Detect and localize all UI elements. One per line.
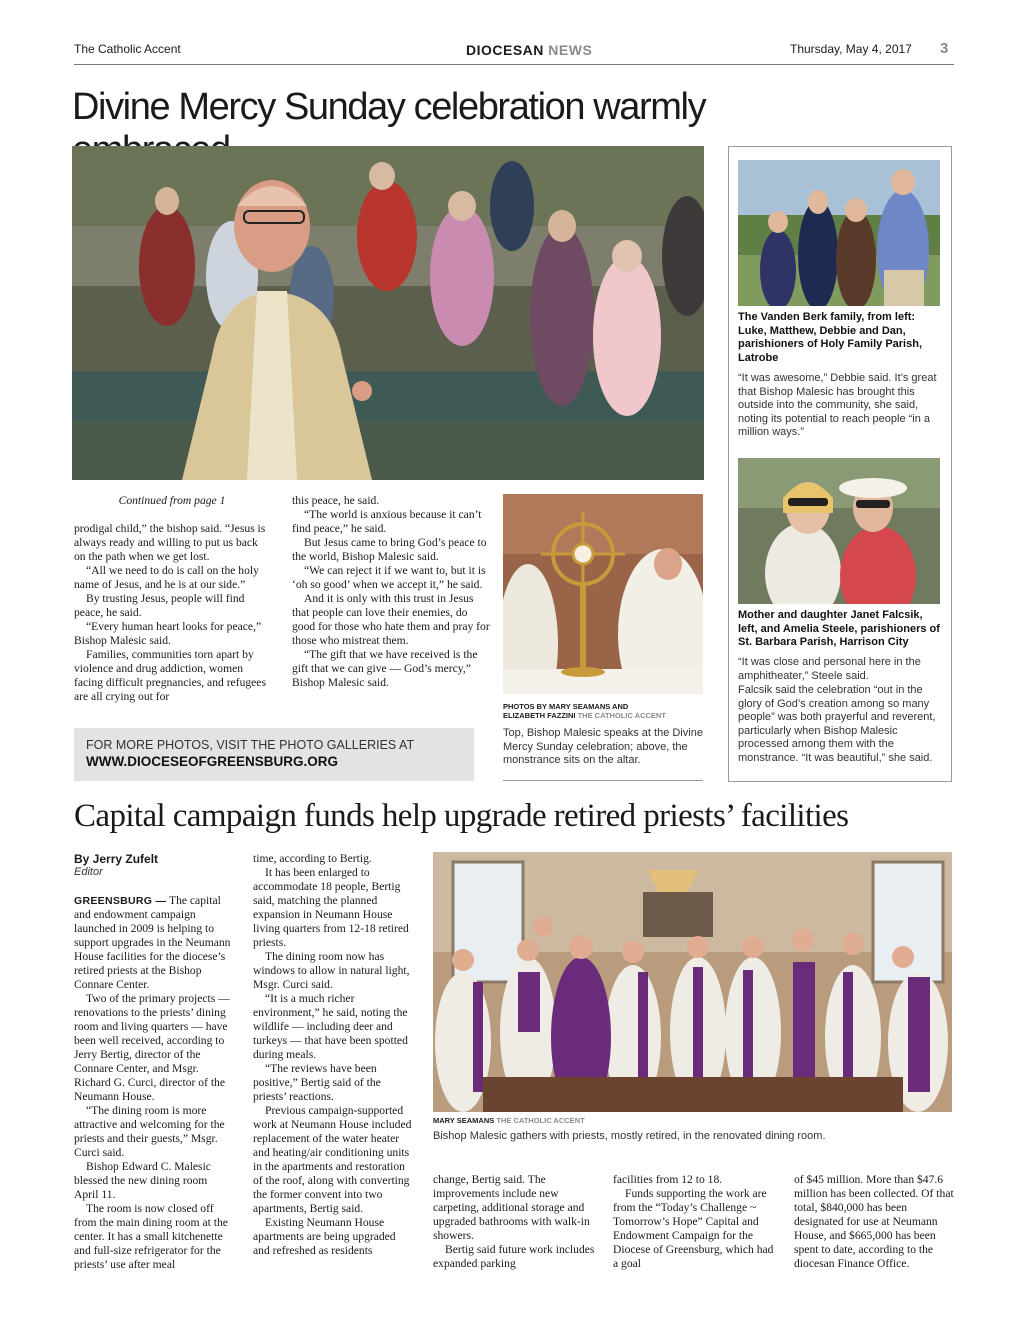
photo-credit-name: MARY SEAMANS: [433, 1116, 495, 1125]
paragraph: It has been enlarged to accommodate 18 people, Bertig said, matching the planned expansion in Neumann House living quarters from 12-18 retired priests.: [253, 866, 409, 949]
continued-from-note: Continued from page 1: [118, 494, 226, 507]
paragraph: By trusting Jesus, people will find peace, he said.: [74, 592, 245, 619]
photo-credit-line: PHOTOS BY MARY SEAMANS AND: [503, 702, 629, 711]
photo-caption: Bishop Malesic gathers with priests, mostly retired, in the renovated dining room.: [433, 1130, 826, 1142]
photo-gallery-promo: [74, 728, 474, 781]
paragraph: this peace, he said.: [292, 494, 380, 507]
page-number: 3: [940, 40, 949, 57]
mother-daughter-photo: [738, 458, 940, 604]
publication-name: The Catholic Accent: [74, 42, 181, 56]
story2-column-1: [74, 894, 232, 1272]
paragraph: “The gift that we have received is the gift that we can give — God’s mercy,” Bishop Malesic said.: [292, 648, 478, 689]
sidebar-caption-2-quote: “It was close and personal here in the amphitheater,” Steele said.: [738, 656, 921, 682]
paragraph: The dining room now has windows to allow in natural light, Msgr. Curci said.: [253, 950, 410, 991]
paragraph: The room is now closed off from the main dining room at the center. It has a small kitchenette and full-size refrigerator for the priests’ use after meal: [74, 1202, 228, 1271]
paragraph: “The world is anxious because it can’t find peace,” he said.: [292, 508, 482, 535]
photo-caption: Top, Bishop Malesic speaks at the Divine Mercy Sunday celebration; above, the monstrance sits on the altar.: [503, 727, 703, 766]
paragraph: “All we need to do is call on the holy name of Jesus, and he is at our side.”: [74, 564, 259, 591]
paragraph: Bishop Edward C. Malesic blessed the new dining room April 11.: [74, 1160, 211, 1201]
story2-column-2: [253, 852, 415, 1258]
bishop-main-photo: [72, 146, 704, 480]
paragraph: time, according to Bertig.: [253, 852, 372, 865]
paragraph: Two of the primary projects — renovations to the priests’ dining room and living quarters — have been well received, according to Jerry Bertig, director of the Connare Center, and Msgr. Richard G. Curci, director of the Neumann House.: [74, 992, 230, 1103]
caption-rule: [503, 780, 703, 781]
story2-column-3: [433, 1173, 595, 1271]
sidebar-caption-2-bold: Mother and daughter Janet Falcsik, left, and Amelia Steele, parishioners of St. Barbara Parish, Harrison City: [738, 609, 940, 648]
paragraph: change, Bertig said. The improvements include new carpeting, additional storage and upgraded bathrooms with walk-in showers.: [433, 1173, 590, 1242]
vanden-berk-family-photo: [738, 160, 940, 306]
paragraph: facilities from 12 to 18.: [613, 1173, 723, 1186]
byline: By Jerry Zufelt: [74, 852, 159, 866]
paragraph: “The reviews have been positive,” Bertig said of the priests’ reactions.: [253, 1062, 381, 1103]
promo-text: FOR MORE PHOTOS, VISIT THE PHOTO GALLERIES AT: [86, 738, 415, 752]
story1-column-1: [74, 494, 270, 704]
story1-headline: Divine Mercy Sunday celebration warmly: [72, 86, 706, 128]
paragraph: prodigal child,” the bishop said. “Jesus is always ready and willing to put us back on the path when we get lost.: [74, 522, 266, 563]
paragraph: “Every human heart looks for peace,” Bishop Malesic said.: [74, 620, 262, 647]
paragraph: Previous campaign-supported work at Neumann House included replacement of the water heater and heating/air conditioning units in the apartments and restoration of the roof, along with converting the former convent into two apartments, Bertig said.: [253, 1104, 412, 1215]
promo-url-link[interactable]: WWW.DIOCESEOFGREENSBURG.ORG: [86, 754, 339, 769]
photo-credit-outlet: THE CATHOLIC ACCENT: [496, 1116, 585, 1125]
photo-credit: [433, 1116, 853, 1125]
sidebar-caption-2-text: Falcsik said the celebration “out in the glory of God’s creation among so many people” was both prayerful and reverent, particularly when Bishop Malesic processed among them with the monstrance. “It was beautiful,” she said.: [738, 684, 936, 764]
sidebar-caption-1-bold: The Vanden Berk family, from left: Luke, Matthew, Debbie and Dan, parishioners of Holy Family Parish, Latrobe: [738, 311, 922, 364]
photo-credit: [503, 702, 703, 720]
monstrance-photo: [503, 494, 703, 694]
paragraph-text: The capital and endowment campaign launched in 2009 is helping to support upgrades in the Neumann House facilities for the diocese’s retired priests at the Bishop Connare Center.: [74, 894, 231, 991]
paragraph: Funds supporting the work are from the “Today’s Challenge ~ Tomorrow’s Hope” Capital and Endowment Campaign for the Diocese of Greensburg, which had a goal: [613, 1187, 774, 1270]
header-rule: [74, 64, 954, 65]
byline-role: Editor: [74, 866, 103, 878]
priests-dining-room-photo: [433, 852, 952, 1112]
section-accent: NEWS: [548, 42, 593, 58]
section-main: DIOCESAN: [466, 42, 544, 58]
story2-column-4: [613, 1173, 775, 1271]
paragraph: Existing Neumann House apartments are being upgraded and refreshed as residents: [253, 1216, 396, 1257]
paragraph: Families, communities torn apart by violence and drug addiction, women facing difficult pregnancies, and refugees are all crying out for: [74, 648, 266, 703]
paragraph: “The dining room is more attractive and welcoming for the priests and their guests,” Msgr. Curci said.: [74, 1104, 225, 1159]
paragraph: “It is a much richer environment,” he said, noting the wildlife — including deer and turkeys — that have been spotted during meals.: [253, 992, 408, 1061]
story2-headline: Capital campaign funds help upgrade retired priests’ facilities: [74, 798, 849, 834]
paragraph: Bertig said future work includes expanded parking: [433, 1243, 595, 1270]
paragraph: And it is only with this trust in Jesus that people can love their enemies, do good for those who hate them and pray for those who mistreat them.: [292, 592, 490, 647]
issue-date: Thursday, May 4, 2017: [790, 42, 912, 56]
paragraph: “We can reject it if we want to, but it is ‘oh so good’ when we accept it,” he said.: [292, 564, 486, 591]
paragraph: But Jesus came to bring God’s peace to the world, Bishop Malesic said.: [292, 536, 487, 563]
photo-credit-names: ELIZABETH FAZZINI: [503, 711, 576, 720]
dateline: GREENSBURG —: [74, 895, 167, 907]
section-label: [466, 42, 592, 58]
sidebar-caption-1-text: “It was awesome,” Debbie said. It’s great that Bishop Malesic has brought this outside into the community, she said, noting its potential to reach people “in a million ways.”: [738, 372, 937, 438]
photo-credit-outlet: THE CATHOLIC ACCENT: [577, 711, 666, 720]
story2-column-5: [794, 1173, 954, 1271]
story1-column-2: [292, 494, 490, 690]
paragraph: of $45 million. More than $47.6 million has been collected. Of that total, $840,000 has been designated for use at Neumann House, and $665,000 has been spent to date, according to the diocesan Finance Office.: [794, 1173, 954, 1270]
paragraph: [74, 894, 232, 992]
byline-block: [74, 852, 244, 878]
